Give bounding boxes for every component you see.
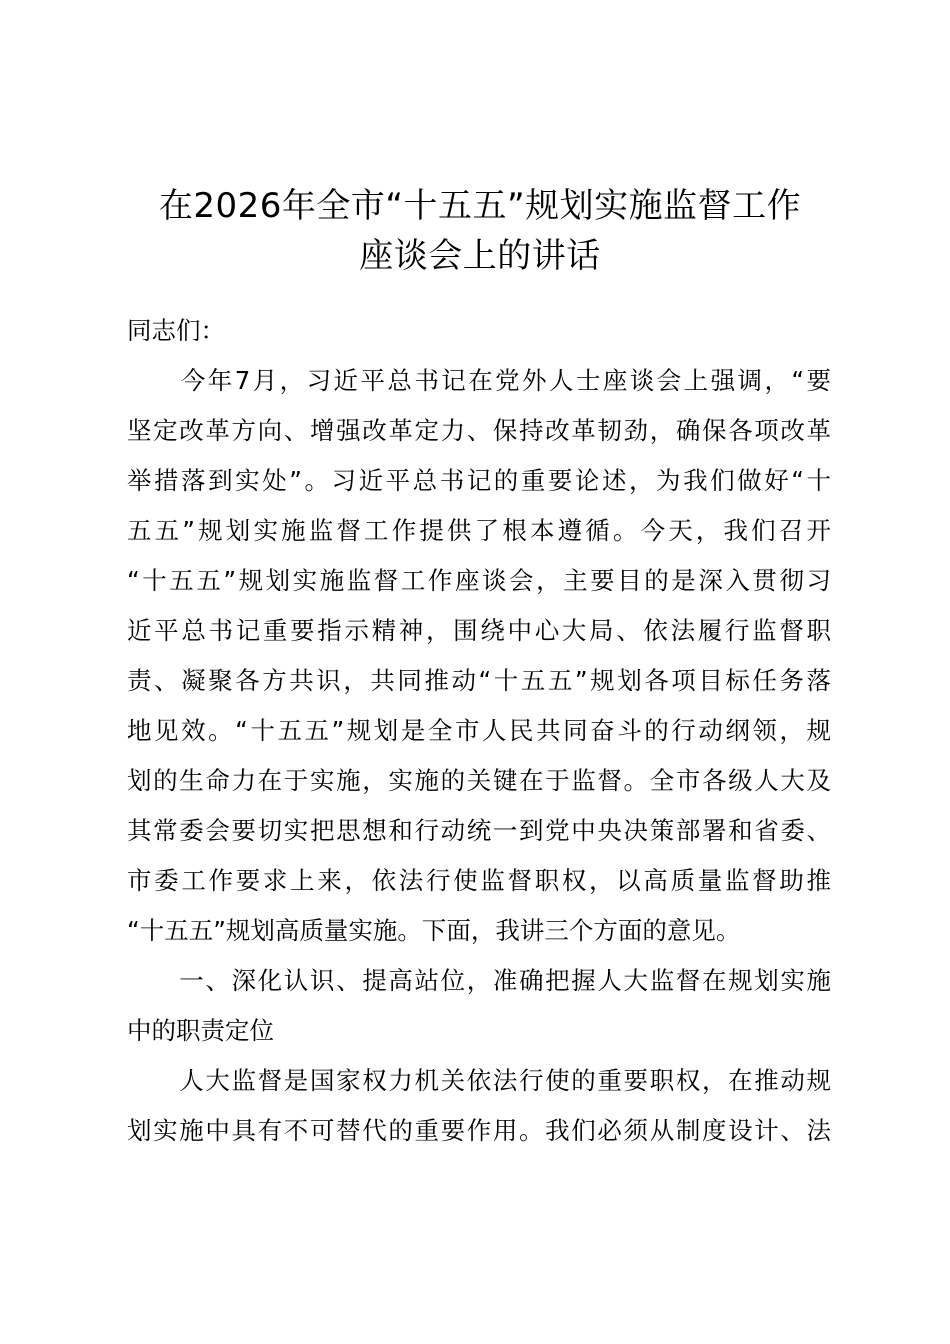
body-line: “十五五”规划实施监督工作座谈会，主要目的是深入贯彻习	[127, 566, 831, 595]
body-line: 其常委会要切实把思想和行动统一到党中央决策部署和省委、	[127, 816, 831, 845]
body-line: 举措落到实处”。习近平总书记的重要论述，为我们做好“十	[127, 466, 831, 495]
body-line: 坚定改革方向、增强改革定力、保持改革韧劲，确保各项改革	[127, 416, 831, 445]
body-line: “十五五”规划高质量实施。下面，我讲三个方面的意见。	[127, 916, 741, 945]
body-line: 人大监督是国家权力机关依法行使的重要职权，在推动规	[127, 1066, 831, 1095]
document-title-line-2: 座谈会上的讲话	[359, 236, 601, 276]
body-line: 责、凝聚各方共识，共同推动“十五五”规划各项目标任务落	[127, 666, 831, 695]
salutation: 同志们：	[127, 316, 225, 345]
body-line: 地见效。“十五五”规划是全市人民共同奋斗的行动纲领，规	[127, 716, 831, 745]
body-line: 近平总书记重要指示精神，围绕中心大局、依法履行监督职	[127, 616, 831, 645]
section-heading-line: 中的职责定位	[127, 1016, 274, 1045]
section-heading-line: 一、深化认识、提高站位，准确把握人大监督在规划实施	[127, 966, 831, 995]
body-line: 今年7月，习近平总书记在党外人士座谈会上强调，“要	[127, 366, 831, 395]
body-line: 五五”规划实施监督工作提供了根本遵循。今天，我们召开	[127, 516, 831, 545]
body-line: 划的生命力在于实施，实施的关键在于监督。全市各级人大及	[127, 766, 831, 795]
body-line: 市委工作要求上来，依法行使监督职权，以高质量监督助推	[127, 866, 831, 895]
body-line: 划实施中具有不可替代的重要作用。我们必须从制度设计、法	[127, 1116, 831, 1145]
document-title-line-1: 在2026年全市“十五五”规划实施监督工作	[158, 186, 802, 226]
